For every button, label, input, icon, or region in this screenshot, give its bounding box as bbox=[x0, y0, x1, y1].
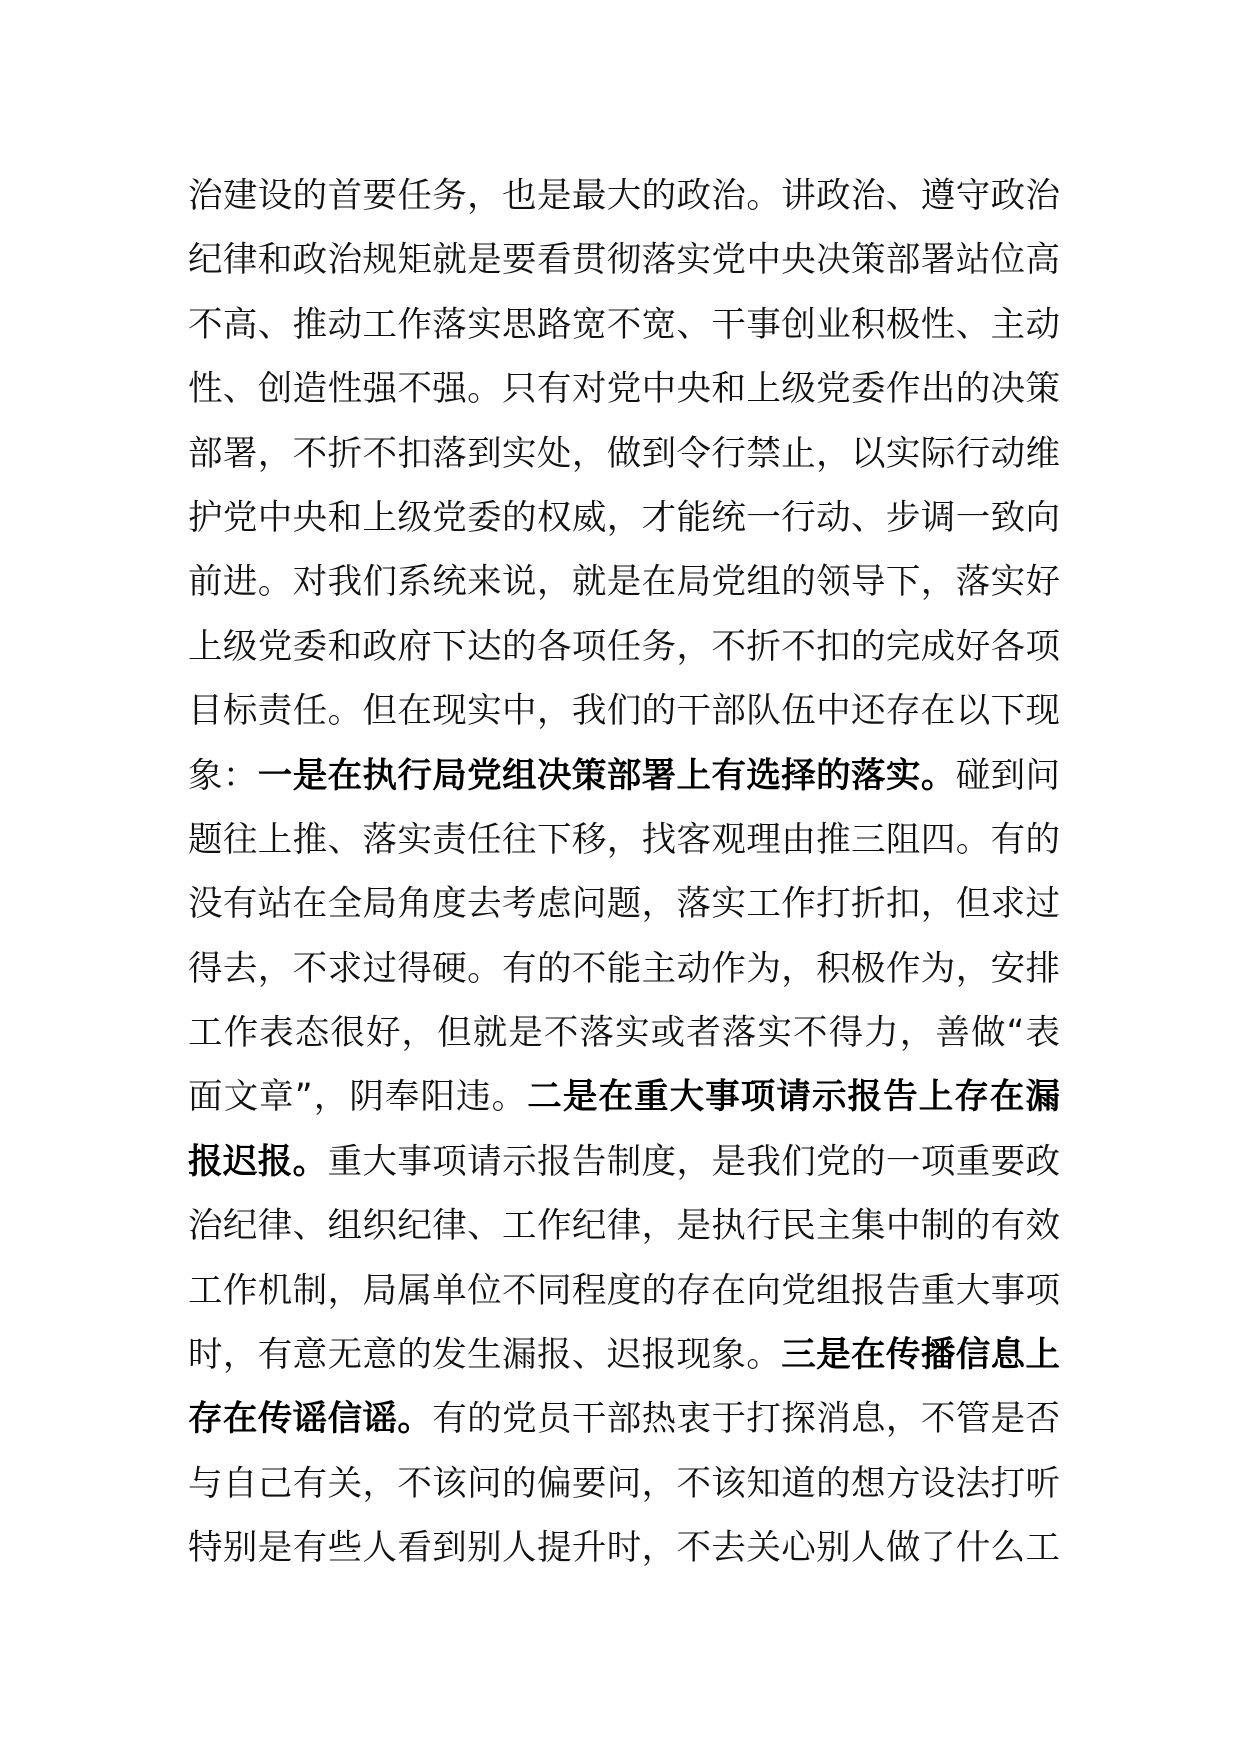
text-run: 碰到问 bbox=[955, 755, 1061, 796]
text-run: 时，有意无意的发生漏报、迟报现象。 bbox=[188, 1335, 782, 1376]
text-run: 工作机制，局属单位不同程度的存在向党组报告重大事项 bbox=[188, 1270, 1060, 1311]
text-run: 纪律和政治规矩就是要看贯彻落实党中央决策部署站位高 bbox=[188, 240, 1060, 281]
text-line bbox=[188, 1516, 1060, 1580]
text-run: 面文章”，阴奉阳违。 bbox=[188, 1077, 528, 1118]
text-run: 不高、推动工作落实思路宽不宽、干事创业积极性、主动 bbox=[188, 304, 1060, 345]
text-line bbox=[188, 164, 1060, 228]
text-line bbox=[188, 679, 1060, 743]
text-line bbox=[188, 1130, 1060, 1194]
text-run: 工作表态很好，但就是不落实或者落实不得力，善做“表 bbox=[188, 1013, 1060, 1054]
bold-heading-text: 存在传谣信谣。 bbox=[188, 1399, 433, 1440]
text-line bbox=[188, 615, 1060, 679]
bold-heading-text: 一是在执行局党组决策部署上有选择的落实。 bbox=[257, 755, 956, 796]
text-run: 特别是有些人看到别人提升时，不去关心别人做了什么工 bbox=[188, 1528, 1060, 1569]
text-run: 得去，不求过得硬。有的不能主动作为，积极作为，安排 bbox=[188, 948, 1060, 989]
body-paragraph bbox=[188, 164, 1060, 1581]
text-line bbox=[188, 1323, 1060, 1387]
bold-heading-text: 三是在传播信息上 bbox=[781, 1335, 1061, 1376]
bold-heading-text: 二是在重大事项请示报告上存在漏 bbox=[527, 1077, 1061, 1118]
text-run: 重大事项请示报告制度，是我们党的一项重要政 bbox=[327, 1141, 1061, 1182]
text-line bbox=[188, 872, 1060, 936]
text-run: 没有站在全局角度去考虑问题，落实工作打折扣，但求过 bbox=[188, 884, 1060, 925]
text-line bbox=[188, 486, 1060, 550]
text-line bbox=[188, 1001, 1060, 1065]
text-run: 部署，不折不扣落到实处，做到令行禁止，以实际行动维 bbox=[188, 433, 1060, 474]
text-line bbox=[188, 937, 1060, 1001]
text-line bbox=[188, 422, 1060, 486]
text-run: 题往上推、落实责任往下移，找客观理由推三阻四。有的 bbox=[188, 819, 1060, 860]
text-line bbox=[188, 1259, 1060, 1323]
text-line bbox=[188, 357, 1060, 421]
text-run: 护党中央和上级党委的权威，才能统一行动、步调一致向 bbox=[188, 497, 1060, 538]
text-line bbox=[188, 550, 1060, 614]
text-run: 治建设的首要任务，也是最大的政治。讲政治、遵守政治 bbox=[188, 176, 1060, 216]
text-line bbox=[188, 1194, 1060, 1258]
text-run: 象： bbox=[188, 755, 258, 796]
text-line bbox=[188, 293, 1060, 357]
text-line bbox=[188, 228, 1060, 292]
text-line bbox=[188, 808, 1060, 872]
text-run: 前进。对我们系统来说，就是在局党组的领导下，落实好 bbox=[188, 562, 1060, 603]
text-run: 目标责任。但在现实中，我们的干部队伍中还存在以下现 bbox=[188, 691, 1060, 732]
text-run: 有的党员干部热衷于打探消息，不管是否 bbox=[432, 1399, 1061, 1440]
text-line bbox=[188, 1065, 1060, 1129]
text-line bbox=[188, 1387, 1060, 1451]
bold-heading-text: 报迟报。 bbox=[188, 1141, 328, 1182]
text-run: 性、创造性强不强。只有对党中央和上级党委作出的决策 bbox=[188, 369, 1060, 410]
text-run: 与自己有关，不该问的偏要问，不该知道的想方设法打听 bbox=[188, 1463, 1060, 1504]
text-line bbox=[188, 744, 1060, 808]
text-run: 治纪律、组织纪律、工作纪律，是执行民主集中制的有效 bbox=[188, 1206, 1060, 1247]
text-run: 上级党委和政府下达的各项任务，不折不扣的完成好各项 bbox=[188, 626, 1060, 667]
text-line bbox=[188, 1452, 1060, 1516]
